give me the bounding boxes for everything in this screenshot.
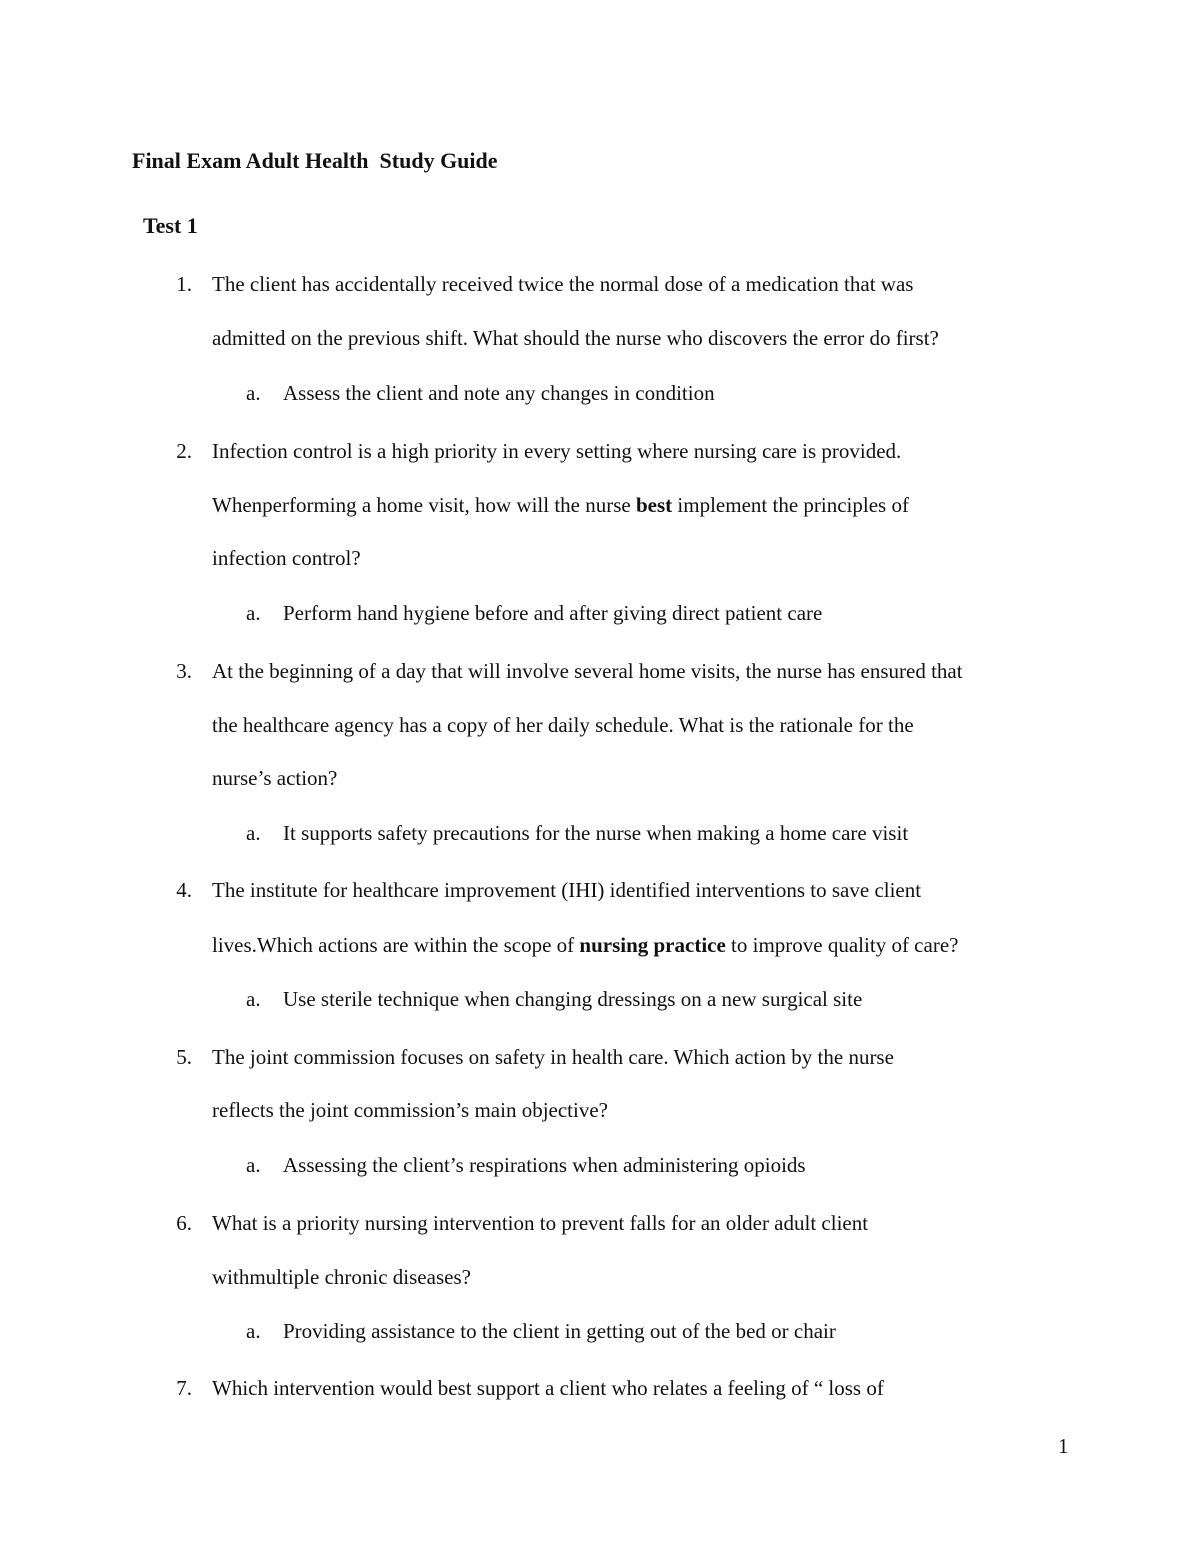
question-text: the healthcare agency has a copy of her daily schedule. What is the rationale for the xyxy=(212,713,914,737)
question-text xyxy=(212,493,909,518)
question-text xyxy=(212,933,958,958)
question-text: The joint commission focuses on safety in health care. Which action by the nurse xyxy=(212,1045,894,1069)
question-text: reflects the joint commission’s main objective? xyxy=(212,1098,608,1122)
question-text: withmultiple chronic diseases? xyxy=(212,1265,471,1289)
answer-text: Assessing the client’s respirations when administering opioids xyxy=(283,1153,806,1177)
question-text: nurse’s action? xyxy=(212,766,338,790)
question-text: The institute for healthcare improvement (IHI) identified interventions to save client xyxy=(212,878,922,902)
answer-text: It supports safety precautions for the nurse when making a home care visit xyxy=(283,821,909,845)
question-text-part: lives.Which actions are within the scope of xyxy=(212,933,580,957)
question-text: Which intervention would best support a client who relates a feeling of “ loss of xyxy=(212,1376,884,1400)
answer-text: Providing assistance to the client in getting out of the bed or chair xyxy=(283,1319,836,1343)
question-text: At the beginning of a day that will involve several home visits, the nurse has ensured that xyxy=(212,659,963,683)
question-number: 1. xyxy=(176,272,192,296)
question-text-part: implement the principles of xyxy=(672,493,909,517)
question-number: 7. xyxy=(176,1376,192,1400)
question-text: admitted on the previous shift. What should the nurse who discovers the error do first? xyxy=(212,326,939,350)
answer-text: Perform hand hygiene before and after giving direct patient care xyxy=(283,601,823,625)
answer-letter: a. xyxy=(246,1319,261,1343)
answer-letter: a. xyxy=(246,987,261,1011)
emphasis-text: nursing practice xyxy=(579,933,726,957)
section-heading: Test 1 xyxy=(143,213,198,238)
question-text: Infection control is a high priority in every setting where nursing care is provided. xyxy=(212,439,902,463)
answer-letter: a. xyxy=(246,601,261,625)
document-title: Final Exam Adult Health Study Guide xyxy=(132,148,498,173)
answer-text: Assess the client and note any changes in condition xyxy=(283,381,715,405)
question-text-part: Whenperforming a home visit, how will the nurse xyxy=(212,493,636,517)
question-text: infection control? xyxy=(212,546,361,570)
page-number: 1 xyxy=(1058,1434,1069,1458)
answer-letter: a. xyxy=(246,821,261,845)
question-number: 2. xyxy=(176,439,192,463)
question-text: What is a priority nursing intervention to prevent falls for an older adult client xyxy=(212,1211,869,1235)
question-text: The client has accidentally received twice the normal dose of a medication that was xyxy=(212,272,914,296)
question-number: 3. xyxy=(176,659,192,683)
question-text-part: to improve quality of care? xyxy=(725,933,959,957)
question-number: 4. xyxy=(176,878,192,902)
answer-letter: a. xyxy=(246,1153,261,1177)
question-number: 5. xyxy=(176,1045,192,1069)
question-number: 6. xyxy=(176,1211,192,1235)
answer-text: Use sterile technique when changing dressings on a new surgical site xyxy=(283,987,863,1011)
emphasis-text: best xyxy=(636,493,673,517)
answer-letter: a. xyxy=(246,381,261,405)
